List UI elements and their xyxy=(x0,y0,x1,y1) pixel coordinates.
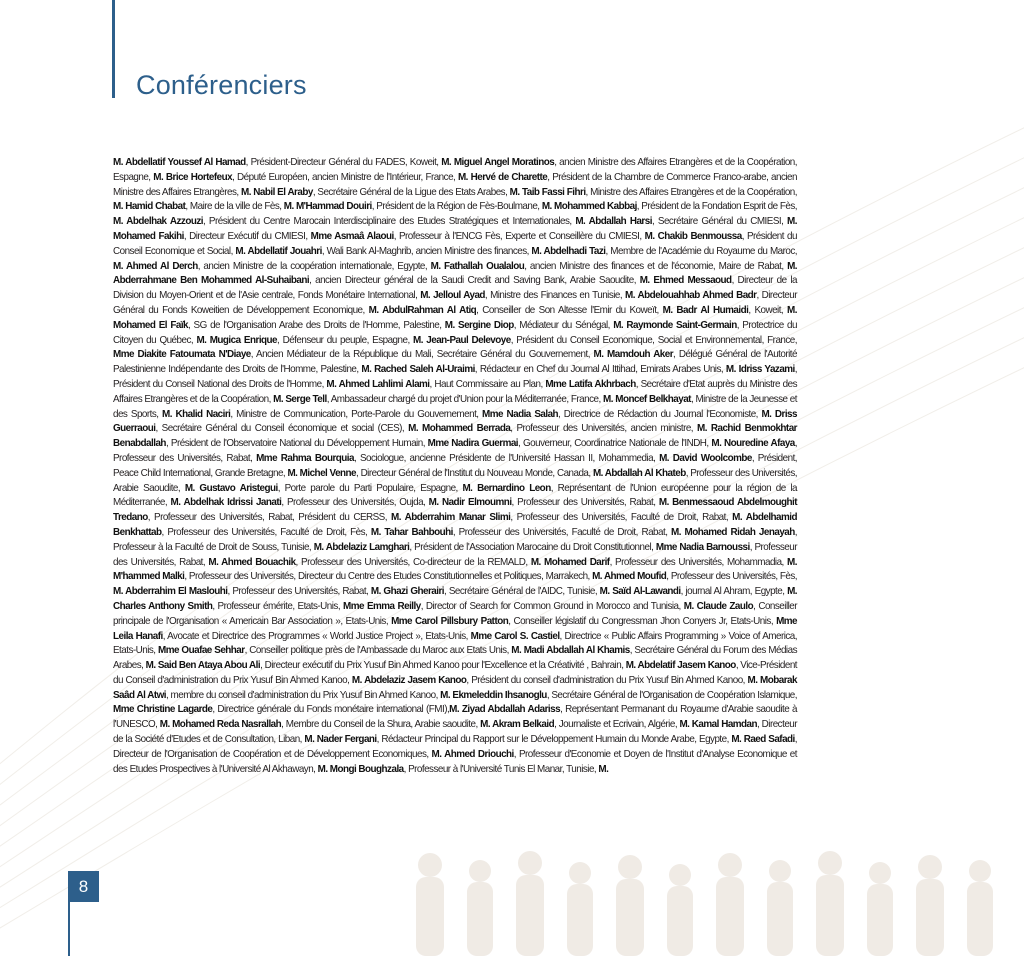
speaker-description: , Professeur des Universités, ancien ministre, xyxy=(510,423,697,435)
speaker-name: M. Abdellatif Jouahri xyxy=(235,245,322,257)
speaker-description: , Président du Conseil Economique et Social, xyxy=(113,230,797,257)
speaker-description: , Rédacteur en Chef du Journal Al Ittihad, Emirats Arabes Unis, xyxy=(474,364,726,376)
speaker-name: M. M'Hammad Douiri xyxy=(283,201,372,213)
speaker-description: , Président-Directeur Général du FADES, Koweit, xyxy=(245,157,442,168)
speaker-description: , membre du conseil d'administration du Prix Yusuf Bin Ahmed Kanoo, xyxy=(166,689,441,701)
speaker-name: M. Khalid Naciri xyxy=(162,408,231,420)
speaker-name: M. Jean-Paul Delevoye xyxy=(413,334,511,346)
speaker-name: M. Ghazi Gherairi xyxy=(370,586,445,598)
speaker-description: , Président du conseil d'administration du Prix Yusuf Bin Ahmed Kanoo, xyxy=(466,674,748,686)
speaker-name: M. Miguel Angel Moratinos xyxy=(441,157,555,168)
speaker-description: , Professeur des Universités, Co-directeur de la REMALD, xyxy=(295,556,531,568)
speaker-name: Mme Ouafae Sehhar xyxy=(158,645,245,657)
speaker-name: M. M'hammed Malki xyxy=(113,556,797,583)
speaker-name: M. Driss Guerraoui xyxy=(113,408,797,435)
speaker-description: , Protectrice du Citoyen du Québec, xyxy=(113,319,797,346)
crowd-silhouette-illustration xyxy=(390,845,1024,956)
speaker-description: , Représentant de l'Union européenne pour la région de la Méditerranée, xyxy=(113,482,798,509)
speaker-name: M. Rached Saleh Al-Uraimi xyxy=(361,364,475,376)
speaker-description: , Président de la Chambre de Commerce Franco-arabe, ancien Ministre des Affaires Etrangères, xyxy=(113,171,797,198)
speaker-name: M. Mohamed Reda Nasrallah xyxy=(159,719,282,731)
speaker-description: , Conseiller de Son Altesse l'Emir du Koweït, xyxy=(476,304,663,316)
speaker-description: , Professeur des Universités, Directeur du Centre des Etudes Constitutionnelles et Politiques, Marrakech, xyxy=(184,571,593,583)
speaker-description: , Président de la Région de Fès-Boulmane, xyxy=(371,201,542,213)
speaker-name: M. Abdelhadi Tazi xyxy=(531,245,606,257)
speaker-description: , Professeur des Universités, Rabat, xyxy=(113,541,797,568)
speaker-name: Mme Christine Lagarde xyxy=(113,704,213,716)
speaker-description: , Koweit, xyxy=(748,304,788,316)
speaker-description: , Professeur d'Economie et Doyen de l'Institut d'Analyse Economique et des Etudes Prospectives à l'Université Al Akhawayn, xyxy=(113,748,797,775)
speaker-description: , Professeur des Universités, Mohammadia, xyxy=(609,556,788,568)
speaker-description: , Gouverneur, Coordinatrice Nationale de l'INDH, xyxy=(518,438,712,450)
speaker-description: , Secrétaire Général du CMIESI, xyxy=(651,216,788,228)
speaker-description: , Wali Bank Al-Maghrib, ancien Ministre des finances, xyxy=(321,245,532,257)
speaker-description: , Professeur des Universités, Rabat, xyxy=(113,438,797,464)
speaker-description: , Secrétaire Général de la Ligue des Etats Arabes, xyxy=(312,186,510,198)
speaker-description: , Directeur de l'Organisation de Coopération et de Développement Economiques, xyxy=(113,734,797,760)
speaker-description: , Président du Centre Marocain Interdisciplinaire des Etudes Stratégiques et Internationales, xyxy=(202,216,576,228)
speaker-name: M. Sergine Diop xyxy=(444,319,514,331)
speaker-description: , Ministre des Finances en Tunisie, xyxy=(484,290,626,302)
speaker-name: M. Tahar Bahbouhi xyxy=(370,526,453,538)
speaker-name: M. Michel Venne xyxy=(287,467,357,479)
speaker-name: M. Benmessaoud Abdelmoughit Tredano xyxy=(113,497,798,524)
speaker-name: M. Hamid Chabat xyxy=(113,201,186,213)
speaker-description: , Vice-Président du Conseil d'administration du Prix Yusuf Bin Ahmed Kanoo, xyxy=(113,660,798,686)
speaker-name: M. Idriss Yazami xyxy=(725,364,795,376)
speaker-name: M. Taib Fassi Fihri xyxy=(509,186,586,198)
speaker-name: M. Madi Abdallah Al Khamis xyxy=(511,645,630,657)
speaker-description: , Membre de l'Académie du Royaume du Maroc, xyxy=(605,245,797,257)
speaker-description: , Professeur des Universités, Faculté de Droit, Fès, xyxy=(161,526,371,538)
speaker-description: , Professeur des Universités, Faculté de Droit, Rabat, xyxy=(510,512,733,524)
speaker-name: Mme Leila Hanafi xyxy=(113,615,798,642)
title-accent-rule xyxy=(112,0,115,98)
speaker-name: Mme Emma Reilly xyxy=(343,600,421,612)
speaker-name: M. Mohamed El Faïk xyxy=(113,304,797,331)
speaker-name: M. Abdelaziz Jasem Kanoo xyxy=(351,674,467,686)
speaker-description: , Professeur des Universités, Rabat, xyxy=(227,586,371,598)
speaker-description: , Président, Peace Child International, Grande Bretagne, xyxy=(113,452,798,479)
speaker-name: M. Abdelhamid Benkhattab xyxy=(113,512,797,538)
speaker-name: M. Nader Fergani xyxy=(304,734,377,746)
speaker-description: , Président de la Fondation Esprit de Fès, xyxy=(636,201,797,213)
speaker-description: , Secrétaire Général du Forum des Médias Arabes, xyxy=(113,645,797,672)
speaker-name: M. Mohamed Darif xyxy=(530,556,610,568)
speaker-name: M. Bernardino Leon xyxy=(462,482,551,494)
speaker-description: , Journaliste et Ecrivain, Algérie, xyxy=(554,719,680,731)
speaker-description: , Représentant Permanant du Royaume d'Arabie saoudite à l'UNESCO, xyxy=(113,704,797,731)
speaker-name: M. Mamdouh Aker xyxy=(593,349,674,361)
speaker-description: , journal Al Ahram, Egypte, xyxy=(680,586,788,598)
speaker-name: M. Abdellatif Youssef Al Hamad xyxy=(113,157,246,168)
speaker-name: M. Akram Belkaid xyxy=(480,719,555,731)
speaker-description: , Ambassadeur chargé du projet d'Union pour la Méditerranée, France, xyxy=(326,393,604,405)
speaker-name: M. Abdelatif Jasem Kanoo xyxy=(625,660,736,672)
speaker-description: , Secrétaire Général de l'AIDC, Tunisie, xyxy=(444,586,600,598)
speaker-description: , SG de l'Organisation Arabe des Droits de l'Homme, Palestine, xyxy=(188,319,445,331)
speaker-name: M. Kamal Hamdan xyxy=(679,719,758,731)
speaker-name: M. Ehmed Messaoud xyxy=(639,275,732,287)
speaker-name: Mme Diakite Fatoumata N'Diaye xyxy=(113,349,251,361)
speaker-name: M. Mohamed Fakihi xyxy=(113,216,797,242)
speaker-name: Mme Latifa Akhrbach xyxy=(545,378,636,390)
speaker-description: , Maire de la ville de Fès, xyxy=(185,201,284,213)
speaker-description: , Professeur des Universités, Oujda, xyxy=(281,497,429,509)
speaker-name: M. Mohamed Ridah Jenayah xyxy=(671,526,795,538)
speaker-description: , ancien Ministre des Affaires Etrangères et de la Coopération, Espagne, xyxy=(113,157,797,183)
speaker-name: M. Chakib Benmoussa xyxy=(644,230,742,242)
speaker-name: M. Abdallah Harsi xyxy=(575,216,652,228)
speaker-description: , Director of Search for Common Ground in Morocco and Tunisia, xyxy=(420,600,684,612)
speaker-description: , Directrice « Public Affairs Programming » Voice of America, Etats-Unis, xyxy=(113,630,797,657)
page-number: 8 xyxy=(68,871,99,902)
speaker-description: , Professeur à l'ENCG Fès, Experte et Conseillère du CMIESI, xyxy=(393,230,645,242)
speaker-description: , Rédacteur Principal du Rapport sur le Développement Humain du Monde Arabe, Egypte, xyxy=(376,734,732,746)
speaker-name: M. Ahmed Al Derch xyxy=(113,260,198,272)
speaker-name: M. Raymonde Saint-Germain xyxy=(613,319,737,331)
speaker-description: , Délégué Général de l'Autorité Palestinienne Indépendante des Droits de l'Homme, Palestine, xyxy=(113,349,797,376)
speaker-description: , Médiateur du Sénégal, xyxy=(513,319,614,331)
speaker-description: , Directeur exécutif du Prix Yusuf Bin Ahmed Kanoo pour l'Excellence et la Créativité , Bahrain, xyxy=(260,660,626,672)
speaker-name: Mme Asmaâ Alaoui xyxy=(310,230,394,242)
speaker-name: M. Ahmed Driouchi xyxy=(431,748,514,760)
speaker-name: M. Brice Hortefeux xyxy=(153,171,233,183)
speaker-description: , Directrice générale du Fonds monétaire international (FMI), xyxy=(212,704,450,716)
speakers-paragraph xyxy=(113,156,797,777)
speaker-name: M. Ziyad Abdallah Adariss xyxy=(449,704,561,716)
speaker-name: M. Said Ben Ataya Abou Ali xyxy=(145,660,261,672)
speaker-description: , Professeur des Universités, Rabat, Président du CERSS, xyxy=(147,512,392,524)
speaker-description: , Défenseur du peuple, Espagne, xyxy=(277,334,414,346)
speaker-name: M. Hervé de Charette xyxy=(457,171,548,183)
speaker-name: M. AbdulRahman Al Atiq xyxy=(368,304,477,316)
speaker-name: M. Jelloul Ayad xyxy=(420,290,485,302)
speaker-description: , Président du Conseil National des Droits de l'Homme, xyxy=(113,364,798,390)
speaker-name: M. Abdelouahhab Ahmed Badr xyxy=(625,290,757,302)
speaker-name: M. Moncef Belkhayat xyxy=(603,393,691,405)
speaker-description: , Directeur de la Société d'Etudes et de Consultation, Liban, xyxy=(113,719,798,746)
speaker-description: , Député Européen, ancien Ministre de l'Intérieur, France, xyxy=(232,171,458,183)
speaker-name: M. Ahmed Lahlimi Alami xyxy=(326,378,430,390)
speaker-description: , Professeur des Universités, Faculté de Droit, Rabat, xyxy=(452,526,672,538)
speaker-name: M. Charles Anthony Smith xyxy=(113,586,798,612)
speaker-description: , ancien Directeur général de la Saudi Credit and Saving Bank, Arabie Saoudite, xyxy=(309,275,640,287)
speaker-description: , Professeur des Universités, Rabat, xyxy=(511,497,659,509)
speaker-description: , Sociologue, ancienne Présidente de l'Université Hassan II, Mohammedia, xyxy=(353,452,660,464)
speaker-name: M. xyxy=(598,763,609,775)
speaker-name: M. Saïd Al-Lawandi xyxy=(599,586,681,598)
speaker-description: , Professeur des Universités, Arabie Saoudite, xyxy=(113,467,797,494)
speaker-name: Mme Carol S. Castiel xyxy=(470,630,560,642)
speaker-name: M. Mongi Boughzala xyxy=(317,763,404,775)
speaker-description: , Professeur émérite, Etats-Unis, xyxy=(212,600,344,612)
speaker-name: M. Abdelhak Idrissi Janati xyxy=(170,497,282,509)
speaker-description: , Professeur à la Faculté de Droit de Souss, Tunisie, xyxy=(113,526,798,553)
speaker-description: , Secrétaire Général du Conseil économique et social (CES), xyxy=(155,423,409,435)
speaker-name: M. Abdallah Al Khateb xyxy=(592,467,686,479)
speaker-name: M. Abdelaziz Lamghari xyxy=(313,541,410,553)
speaker-description: , ancien Ministre de la coopération internationale, Egypte, xyxy=(197,260,431,272)
speaker-name: Mme Nadira Guermai xyxy=(427,438,519,450)
speaker-description: , Président de l'Association Marocaine du Droit Constitutionnel, xyxy=(409,541,656,553)
speaker-description: , Professeur à l'Université Tunis El Manar, Tunisie, xyxy=(403,763,599,775)
speaker-description: , Secrétaire Général de l'Organisation de Coopération Islamique, xyxy=(546,689,797,701)
speaker-description: , Professeur des Universités, Fès, xyxy=(666,571,798,583)
speaker-name: M. Abderrahmane Ben Mohammed Al-Suhaibani xyxy=(113,260,798,287)
speaker-description: , Avocate et Directrice des Programmes « World Justice Project », Etats-Unis, xyxy=(162,630,471,642)
speaker-name: M. Gustavo Aristegui xyxy=(184,482,278,494)
speaker-description: , Conseiller législatif du Congressman Jhon Conyers Jr, Etats-Unis, xyxy=(508,615,777,627)
speaker-description: , Directeur Général de l'Institut du Nouveau Monde, Canada, xyxy=(356,467,593,479)
page-title: Conférenciers xyxy=(136,70,307,100)
speaker-name: M. Mobarak Saâd Al Atwi xyxy=(113,674,797,701)
speaker-description: , Haut Commissaire au Plan, xyxy=(429,378,546,390)
speaker-name: M. Raed Safadi xyxy=(731,734,795,746)
speaker-name: M. Badr Al Humaidi xyxy=(662,304,749,316)
speaker-name: M. Mohammed Kabbaj xyxy=(541,201,637,213)
speaker-name: M. Abdelhak Azzouzi xyxy=(113,216,203,228)
speaker-name: Mme Nadia Barnoussi xyxy=(655,541,750,553)
speaker-description: , Ministre des Affaires Etrangères et de la Coopération, xyxy=(585,186,797,198)
speaker-name: M. Ekmeleddin Ihsanoglu xyxy=(440,689,547,701)
speaker-description: , Ancien Médiateur de la République du Mali, Secrétaire Général du Gouvernement, xyxy=(250,349,594,361)
speaker-name: Mme Nadia Salah xyxy=(482,408,559,420)
speaker-name: M. Ahmed Moufid xyxy=(592,571,667,583)
speaker-name: M. Claude Zaulo xyxy=(683,600,754,612)
speaker-name: M. Nabil El Araby xyxy=(241,186,313,198)
speaker-description: , Secrétaire d'Etat auprès du Ministre des Affaires Etrangères et de la Coopération, xyxy=(113,378,798,405)
speaker-name: M. Rachid Benmokhtar Benabdallah xyxy=(113,423,797,450)
speaker-description: , Directeur Général du Fonds Koweitien de Développement Economique, xyxy=(113,290,797,316)
speaker-description: , ancien Ministre des finances et de l'économie, Maire de Rabat, xyxy=(524,260,788,272)
speaker-description: , Conseiller principale de l'Organisation « Americain Bar Association », Etats-Unis, xyxy=(113,600,798,627)
speaker-name: M. Ahmed Bouachik xyxy=(208,556,296,568)
speaker-name: M. Nouredine Afaya xyxy=(711,438,795,450)
speaker-name: Mme Rahma Bourquia xyxy=(256,452,354,464)
speaker-description: , Ministre de la Jeunesse et des Sports, xyxy=(113,393,797,420)
speaker-description: , Directeur de la Division du Moyen-Orient et de l'Asie centrale, Fonds Monétaire International, xyxy=(113,275,797,302)
page-number-rule xyxy=(68,900,70,956)
speaker-name: M. Abderrahim Manar Slimi xyxy=(391,512,511,524)
speaker-description: , Directrice de Rédaction du Journal l'Economiste, xyxy=(558,408,762,420)
speaker-name: Mme Carol Pillsbury Patton xyxy=(391,615,509,627)
speaker-name: M. Abderrahim El Maslouhi xyxy=(113,586,228,598)
speaker-name: M. Serge Tell xyxy=(273,393,327,405)
speaker-description: , Membre du Conseil de la Shura, Arabie saoudite, xyxy=(281,719,481,731)
speaker-name: M. Fathallah Oualalou xyxy=(430,260,525,272)
speaker-description: , Président de l'Observatoire National du Développement Humain, xyxy=(165,438,428,450)
speaker-description: , Président du Conseil Economique, Social et Environnemental, France, xyxy=(510,334,797,346)
speaker-description: , Directeur Exécutif du CMIESI, xyxy=(183,230,311,242)
speaker-name: M. Mohammed Berrada xyxy=(408,423,511,435)
speaker-name: M. David Woolcombe xyxy=(659,452,752,464)
speaker-name: M. Mugica Enrique xyxy=(196,334,278,346)
speaker-description: , Conseiller politique près de l'Ambassade du Maroc aux Etats Unis, xyxy=(244,645,512,657)
speaker-description: , Porte parole du Parti Populaire, Espagne, xyxy=(277,482,463,494)
speaker-name: M. Nadir Elmoumni xyxy=(428,497,512,509)
speaker-description: , Ministre de Communication, Porte-Parole du Gouvernement, xyxy=(230,408,483,420)
